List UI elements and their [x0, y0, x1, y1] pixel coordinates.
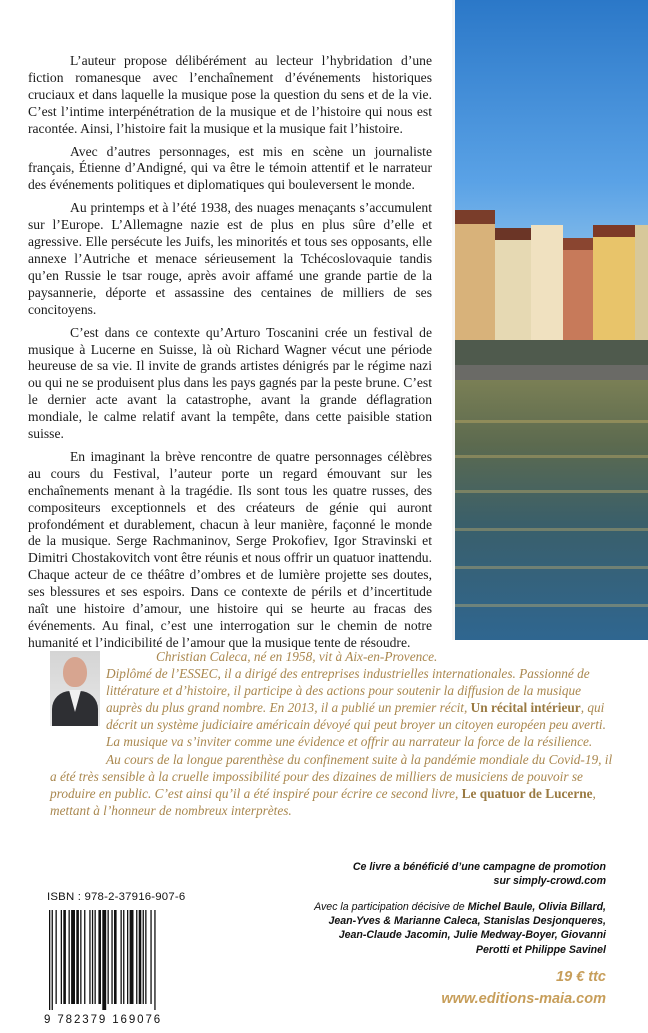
photo-water [455, 380, 648, 640]
paragraph-5: En imaginant la brève rencontre de quatre personnages célèbres au cours du Festival, l’auteur porte un regard émouvant sur les enchaînements menant à la tragédie. Ils sont tous les quatre russes, des compositeurs exceptionnels et des créateurs de génie qui auront profondément et durablement, chacun à leur manière, façonné le monde de la musique. Serge Rachmaninov, Serge Prokofiev, Igor Stravinski et Dimitri Chostakovitch vont être réunis et nous offrir un quatuor inattendu. Chaque acteur de ce théâtre d’ombres et de lumière projette ses doutes, ses blessures et ses espoirs. Dans ce contexte de périls et d’incertitude naît une histoire d’amour, une histoire qui se heurte au fracas des événements. Au final, c’est une interrogation sur le chemin de notre humanité et l’indicibilité de l’amour que la musique tente de résoudre. [28, 448, 432, 650]
book-title-recital: Un récital intérieur [470, 700, 581, 716]
paragraph-4: C’est dans ce contexte qu’Arturo Toscanini crée un festival de musique à Lucerne en Suisse, là où Richard Wagner vécut une période heureuse de sa vie. Il invite de grands artistes dénigrés par le régime nazi ou qui ne se produisent plus dans les pays gagnés par la peste brune. C’est le dernier acte avant la catastrophe, avant la grande déflagration mondiale, le calme relatif avant la tempête, dans cette paisible station suisse. [28, 324, 432, 442]
barcode [47, 910, 195, 1010]
bio-line-1: Christian Caleca, né en 1958, vit à Aix-en-Provence. [156, 649, 438, 664]
publisher-website: www.editions-maia.com [441, 991, 606, 1007]
book-title-quatuor: Le quatuor de Lucerne [461, 785, 593, 801]
lucerne-photo [452, 0, 648, 640]
back-cover-text [28, 53, 432, 658]
credits-names: Michel Baule, Olivia Billard, Jean-Yves & Marianne Caleca, Stanislas Desjonqueres, Jean-Claude Jacomin, Julie Medway-Boyer, Giovanni Perotti et Philippe Savinel [328, 901, 606, 956]
promo-note: Ce livre a bénéficié d’une campagne de promotion sur simply-crowd.com [352, 861, 606, 887]
barcode-number: 9 782379 169076 [44, 1014, 163, 1026]
price: 19 € ttc [556, 969, 606, 985]
paragraph-2: Avec d’autres personnages, est mis en scène un journaliste français, Étienne d’Andigné, qui va être le témoin attentif et le narrateur des événements politiques et diplomatiques qui bouleversent le monde. [28, 143, 432, 193]
isbn: ISBN : 978-2-37916-907-6 [47, 891, 186, 903]
paragraph-3: Au printemps et à l’été 1938, des nuages menaçants s’accumulent sur l’Europe. L’Allemagne nazie est de plus en plus sûre d’elle et agressive. Elle persécute les Juifs, les minorités et tous ses opposants, elle annexe l’Autriche et menace sérieusement la Tchécoslovaquie tandis qu’en Russie le tsar rouge, après avoir affamé une grande partie de la paysannerie, déporte et assassine des centaines de milliers de ses concitoyens. [28, 200, 432, 317]
author-bio [50, 648, 614, 819]
credits: Avec la participation décisive de Michel Baule, Olivia Billard, Jean-Yves & Marianne Caleca, Stanislas Desjonqueres, Jean-Claude Jacomin, Julie Medway-Boyer, Giovanni Perotti et Philippe Savinel [314, 901, 606, 956]
paragraph-1: L’auteur propose délibérément au lecteur l’hybridation d’une fiction romanesque avec l’enchaînement d’événements historiques cruciaux et dans laquelle la musique pose la question du sens et de la vie. C’est l’intime interpénétration de la musique et de l’histoire qui nous est racontée. Ainsi, l’histoire fait la musique et la musique fait l’histoire. [28, 53, 432, 136]
bio-paragraph-2: Au cours de la longue parenthèse du confinement suite à la pandémie mondiale du Covid-19, il a été très sensible à la cruelle impossibilité pour des dizaines de milliers de musiciens de pouvoir se produire en public. C’est ainsi qu’il a été inspiré pour écrire ce second livre, Le quatuor de Lucerne, mettant à l’honneur de nombreux interprètes. [50, 751, 613, 818]
bio-paragraph-1: Diplômé de l’ESSEC, il a dirigé des entreprises industrielles internationales. Passionné de littérature et d’histoire, il participe à des actions pour soutenir la diffusion de la musique auprès du plus grand nombre. En 2013, il a publié un premier récit, Un récital intérieur, qui décrit un système judiciaire américain dévoyé qui peut broyer un citoyen européen peu averti. La musique va s’inviter comme une évidence et offrir au narrateur la force de la résilience. [106, 666, 606, 750]
